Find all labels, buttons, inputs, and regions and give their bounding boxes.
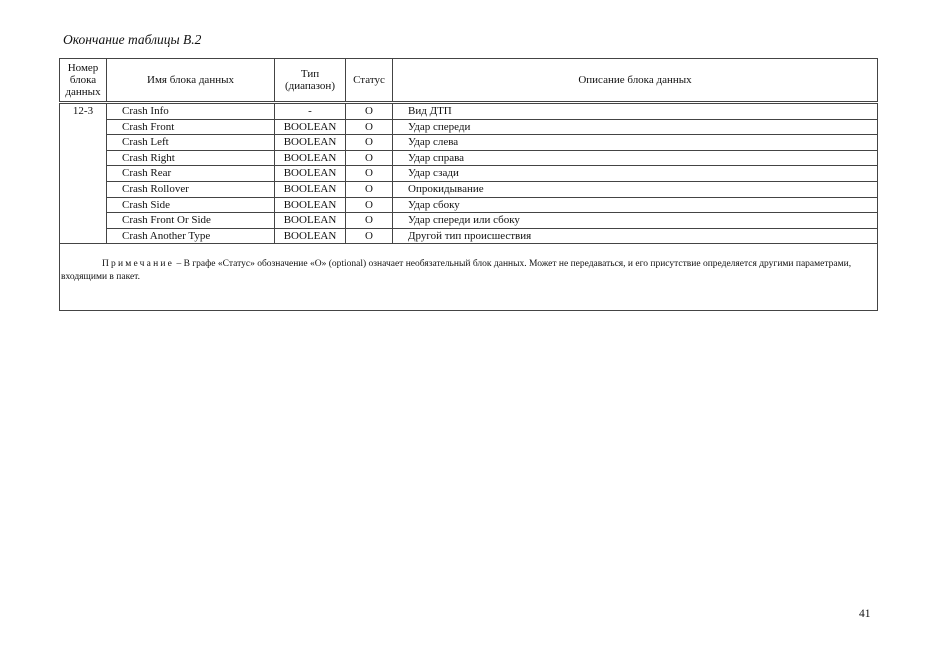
description-cell: Удар спереди [393, 119, 878, 135]
table-caption: Окончание таблицы В.2 [63, 32, 202, 47]
status-cell: O [346, 103, 393, 120]
description-cell: Опрокидывание [393, 181, 878, 197]
description-cell: Удар сбоку [393, 197, 878, 213]
table-row [60, 135, 878, 151]
type-cell: BOOLEAN [275, 150, 346, 166]
note-text: – В графе «Статус» обозначение «O» (optional) означает необязательный блок данных. Может не передаваться, и его присутствие определяется другими параметрами, входящими в пакет. [61, 259, 852, 282]
description-cell: Другой тип происшествия [393, 228, 878, 244]
description-cell: Вид ДТП [393, 103, 878, 120]
status-cell: O [346, 119, 393, 135]
status-cell: O [346, 213, 393, 229]
table-row [60, 103, 878, 120]
note-row [60, 244, 878, 311]
header-type: Тип (диапазон) [275, 59, 346, 103]
status-cell: O [346, 228, 393, 244]
block-name-cell: Crash Rollover [107, 181, 275, 197]
description-cell: Удар слева [393, 135, 878, 151]
type-cell: BOOLEAN [275, 119, 346, 135]
block-name-cell: Crash Side [107, 197, 275, 213]
table-row [60, 213, 878, 229]
description-cell: Удар спереди или сбоку [393, 213, 878, 229]
table-row [60, 197, 878, 213]
header-status: Статус [346, 59, 393, 103]
header-block-name: Имя блока данных [107, 59, 275, 103]
block-name-cell: Crash Front [107, 119, 275, 135]
table-row [60, 166, 878, 182]
description-cell: Удар сзади [393, 166, 878, 182]
table-row [60, 228, 878, 244]
data-block-table [59, 58, 878, 311]
header-block-number: Номер блока данных [60, 59, 107, 103]
status-cell: O [346, 197, 393, 213]
header-description: Описание блока данных [393, 59, 878, 103]
type-cell: BOOLEAN [275, 213, 346, 229]
description-cell: Удар справа [393, 150, 878, 166]
block-name-cell: Crash Another Type [107, 228, 275, 244]
table-row [60, 150, 878, 166]
note-cell [60, 244, 878, 311]
table-row [60, 181, 878, 197]
type-cell: BOOLEAN [275, 135, 346, 151]
block-name-cell: Crash Left [107, 135, 275, 151]
status-cell: O [346, 166, 393, 182]
type-cell: BOOLEAN [275, 166, 346, 182]
block-name-cell: Crash Front Or Side [107, 213, 275, 229]
status-cell: O [346, 135, 393, 151]
block-name-cell: Crash Rear [107, 166, 275, 182]
type-cell: - [275, 103, 346, 120]
page-number: 41 [859, 608, 871, 620]
block-name-cell: Crash Right [107, 150, 275, 166]
status-cell: O [346, 181, 393, 197]
type-cell: BOOLEAN [275, 228, 346, 244]
table-body [60, 103, 878, 244]
table-row [60, 119, 878, 135]
status-cell: O [346, 150, 393, 166]
block-number-cell: 12-3 [60, 103, 107, 244]
block-name-cell: Crash Info [107, 103, 275, 120]
note-heading: Примечание [102, 259, 175, 270]
table-header-row [60, 59, 878, 103]
type-cell: BOOLEAN [275, 181, 346, 197]
type-cell: BOOLEAN [275, 197, 346, 213]
